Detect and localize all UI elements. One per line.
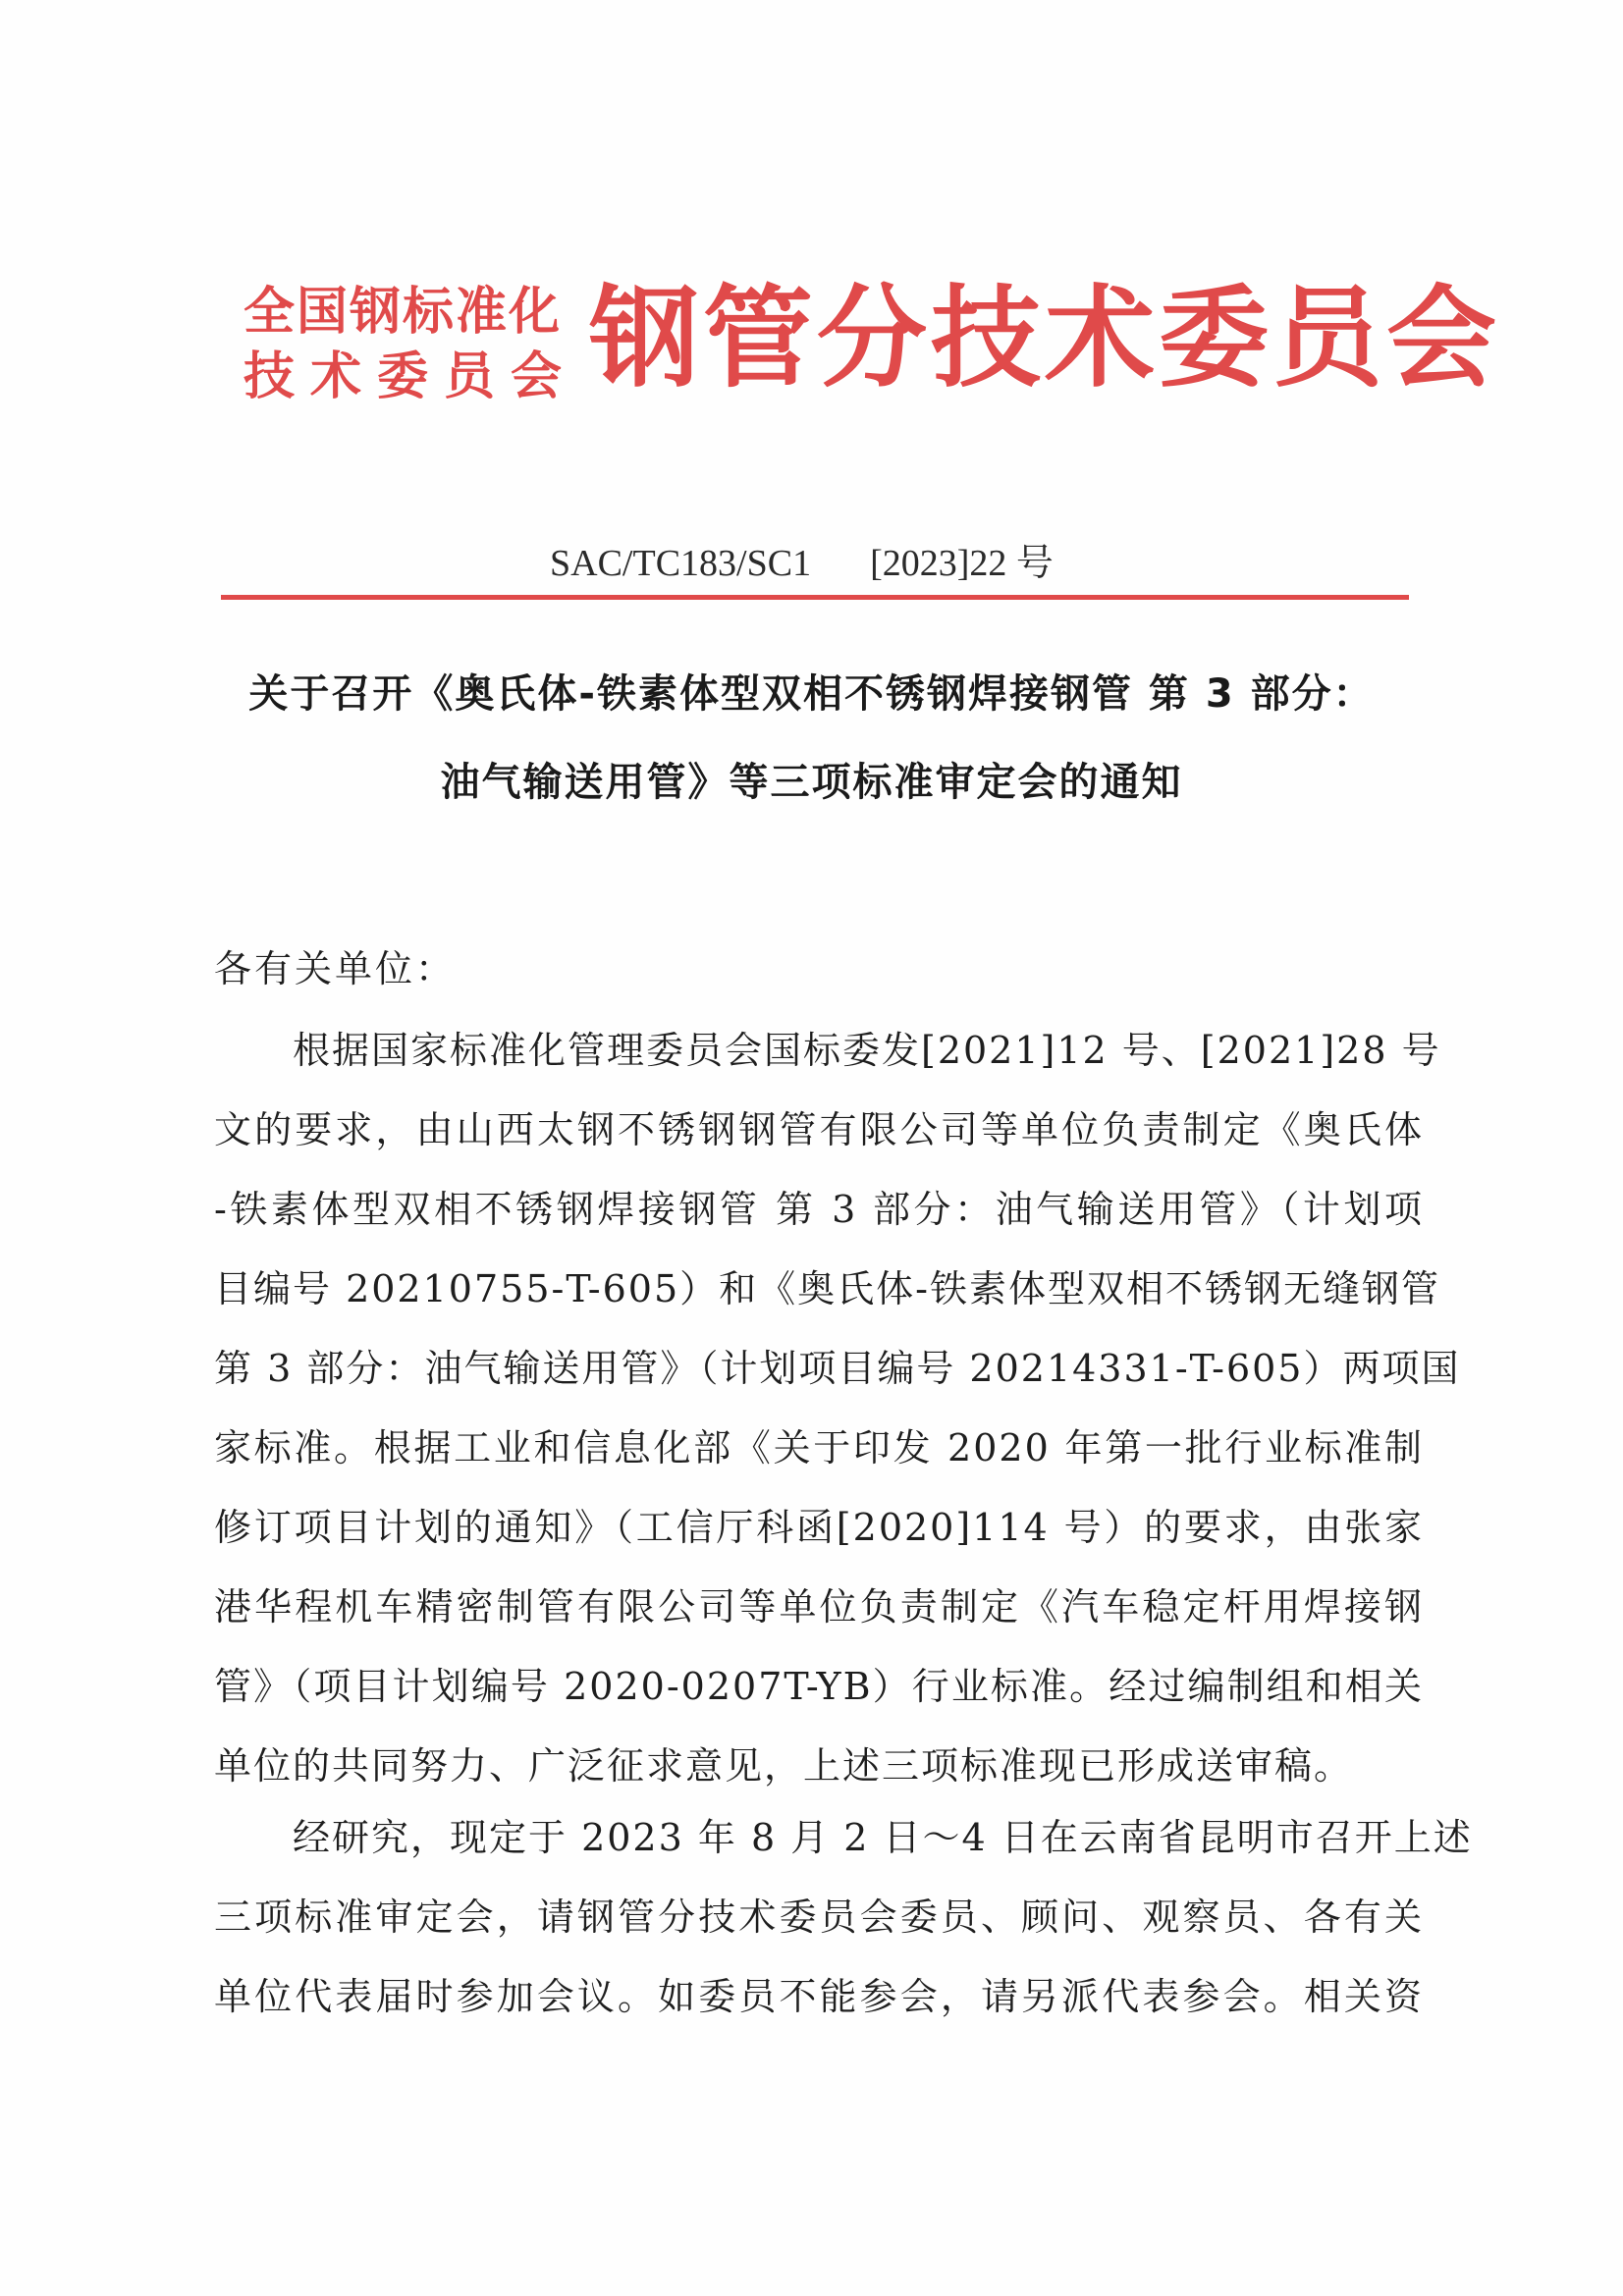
document-code: SAC/TC183/SC1 bbox=[550, 543, 812, 584]
paragraph-line: 单位代表届时参加会议。如委员不能参会，请另派代表参会。相关资 bbox=[214, 1975, 1424, 2018]
paragraph-line: 三项标准审定会，请钢管分技术委员会委员、顾问、观察员、各有关 bbox=[214, 1896, 1424, 1939]
notice-title-line2: 油气输送用管》等三项标准审定会的通知 bbox=[440, 760, 1183, 805]
document-issue: [2023]22 号 bbox=[870, 543, 1054, 584]
notice-title-line1: 关于召开《奥氏体-铁素体型双相不锈钢焊接钢管 第 3 部分： bbox=[248, 671, 1375, 717]
paragraph-line: 根据国家标准化管理委员会国标委发[2021]12 号、[2021]28 号 bbox=[214, 1029, 1441, 1072]
committee-name-line2: 技术委员会 bbox=[243, 347, 578, 406]
header-divider bbox=[221, 595, 1409, 600]
document-number bbox=[550, 536, 1054, 591]
paragraph-line: 第 3 部分：油气输送用管》（计划项目编号 20214331-T-605）两项国 bbox=[214, 1347, 1461, 1390]
paragraph-line: 经研究，现定于 2023 年 8 月 2 日～4 日在云南省昆明市召开上述 bbox=[214, 1816, 1473, 1859]
paragraph-line: 管》（项目计划编号 2020-0207T-YB）行业标准。经过编制组和相关 bbox=[214, 1665, 1424, 1708]
paragraph-line: 文的要求，由山西太钢不锈钢钢管有限公司等单位负责制定《奥氏体 bbox=[214, 1108, 1424, 1151]
subcommittee-name: 钢管分技术委员会 bbox=[589, 274, 1500, 402]
paragraph-2 bbox=[214, 1798, 1473, 2037]
paragraph-line: -铁素体型双相不锈钢焊接钢管 第 3 部分：油气输送用管》（计划项 bbox=[214, 1188, 1424, 1231]
paragraph-1 bbox=[214, 1011, 1461, 1806]
paragraph-line: 单位的共同努力、广泛征求意见，上述三项标准现已形成送审稿。 bbox=[214, 1744, 1354, 1788]
paragraph-line: 家标准。根据工业和信息化部《关于印发 2020 年第一批行业标准制 bbox=[214, 1426, 1424, 1469]
paragraph-line: 修订项目计划的通知》（工信厅科函[2020]114 号）的要求，由张家 bbox=[214, 1506, 1424, 1549]
paragraph-line: 港华程机车精密制管有限公司等单位负责制定《汽车稳定杆用焊接钢 bbox=[214, 1585, 1424, 1629]
paragraph-line: 目编号 20210755-T-605）和《奥氏体-铁素体型双相不锈钢无缝钢管 bbox=[214, 1267, 1440, 1310]
committee-name-small bbox=[243, 280, 578, 409]
committee-name-line1: 全国钢标准化 bbox=[243, 282, 563, 342]
salutation: 各有关单位： bbox=[214, 947, 457, 990]
